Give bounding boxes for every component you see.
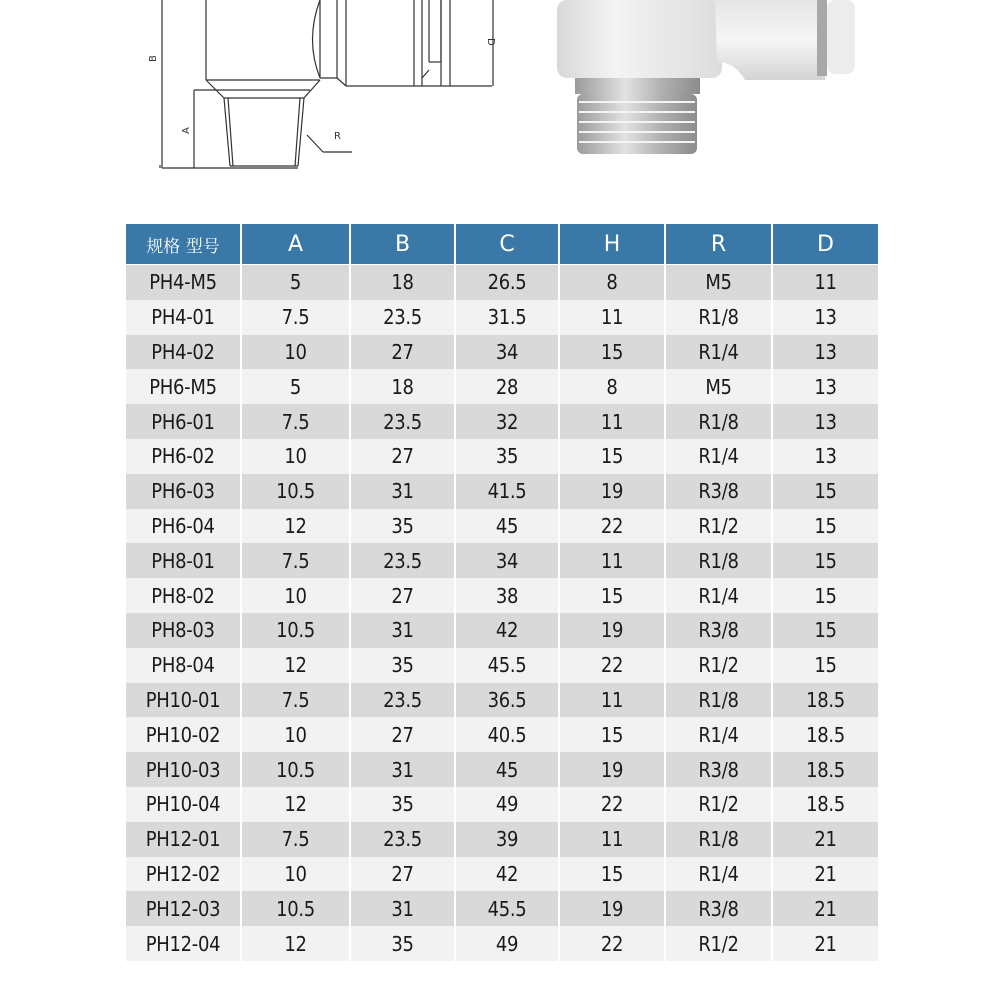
table-row [126, 787, 878, 822]
cell-c: 49 [456, 926, 558, 961]
cell-c: 32 [456, 404, 558, 439]
cell-c: 39 [456, 822, 558, 857]
cell-c: 45.5 [456, 648, 558, 683]
cell-c: 28 [456, 369, 558, 404]
cell-r: R1/2 [666, 509, 771, 544]
table-row [126, 613, 878, 648]
cell-r: R1/4 [666, 857, 771, 892]
cell-a: 10.5 [242, 613, 349, 648]
table-row [126, 717, 878, 752]
cell-h: 22 [560, 648, 664, 683]
cell-b: 31 [351, 474, 454, 509]
cell-a: 7.5 [242, 683, 349, 718]
table-row [126, 543, 878, 578]
cell-a: 12 [242, 509, 349, 544]
cell-d: 18.5 [773, 787, 878, 822]
table-header-row [126, 224, 878, 265]
cell-d: 15 [773, 474, 878, 509]
cell-h: 15 [560, 857, 664, 892]
cell-c: 42 [456, 613, 558, 648]
table-row [126, 509, 878, 544]
cell-r: R1/2 [666, 926, 771, 961]
cell-c: 31.5 [456, 300, 558, 335]
cell-model: PH10-03 [126, 752, 240, 787]
cell-b: 35 [351, 926, 454, 961]
cell-b: 18 [351, 265, 454, 300]
cell-model: PH8-02 [126, 578, 240, 613]
cell-d: 13 [773, 335, 878, 370]
cell-d: 21 [773, 926, 878, 961]
cell-b: 23.5 [351, 404, 454, 439]
cell-b: 27 [351, 857, 454, 892]
cell-r: R1/2 [666, 787, 771, 822]
cell-h: 22 [560, 926, 664, 961]
cell-h: 22 [560, 787, 664, 822]
cell-d: 18.5 [773, 683, 878, 718]
cell-c: 41.5 [456, 474, 558, 509]
cell-model: PH12-01 [126, 822, 240, 857]
cell-r: M5 [666, 369, 771, 404]
table-row [126, 439, 878, 474]
cell-a: 5 [242, 369, 349, 404]
product-photo [545, 0, 875, 170]
cell-h: 15 [560, 578, 664, 613]
cell-b: 23.5 [351, 300, 454, 335]
header-model: 规格 型号 [126, 224, 240, 265]
cell-d: 13 [773, 404, 878, 439]
cell-h: 8 [560, 265, 664, 300]
cell-a: 10.5 [242, 891, 349, 926]
table-row [126, 300, 878, 335]
cell-r: R3/8 [666, 613, 771, 648]
cell-d: 13 [773, 369, 878, 404]
dimension-label-d: D [485, 38, 496, 46]
cell-d: 21 [773, 857, 878, 892]
cell-b: 27 [351, 335, 454, 370]
cell-r: R3/8 [666, 752, 771, 787]
cell-h: 8 [560, 369, 664, 404]
cell-b: 27 [351, 578, 454, 613]
table-row [126, 752, 878, 787]
cell-c: 36.5 [456, 683, 558, 718]
table-row [126, 265, 878, 300]
cell-h: 22 [560, 509, 664, 544]
cell-d: 15 [773, 648, 878, 683]
cell-a: 10 [242, 717, 349, 752]
cell-h: 11 [560, 822, 664, 857]
dimension-label-r: R [334, 131, 341, 142]
cell-h: 15 [560, 335, 664, 370]
cell-d: 18.5 [773, 752, 878, 787]
cell-c: 34 [456, 543, 558, 578]
cell-c: 45 [456, 752, 558, 787]
table-row [126, 857, 878, 892]
cell-model: PH6-04 [126, 509, 240, 544]
cell-h: 15 [560, 439, 664, 474]
header-a: A [242, 224, 349, 265]
cell-b: 23.5 [351, 822, 454, 857]
dimension-label-b: B [148, 55, 159, 62]
cell-d: 15 [773, 543, 878, 578]
cell-r: R1/4 [666, 439, 771, 474]
cell-a: 12 [242, 648, 349, 683]
cell-d: 15 [773, 509, 878, 544]
cell-a: 7.5 [242, 822, 349, 857]
cell-d: 11 [773, 265, 878, 300]
cell-r: R1/4 [666, 578, 771, 613]
cell-model: PH6-02 [126, 439, 240, 474]
cell-r: R1/4 [666, 335, 771, 370]
table-row [126, 683, 878, 718]
table-row [126, 474, 878, 509]
cell-a: 7.5 [242, 543, 349, 578]
cell-model: PH6-03 [126, 474, 240, 509]
cell-h: 15 [560, 717, 664, 752]
cell-model: PH8-03 [126, 613, 240, 648]
table-row [126, 926, 878, 961]
cell-model: PH10-04 [126, 787, 240, 822]
cell-r: R1/8 [666, 300, 771, 335]
cell-c: 40.5 [456, 717, 558, 752]
cell-a: 10 [242, 335, 349, 370]
header-c: C [456, 224, 558, 265]
cell-model: PH4-01 [126, 300, 240, 335]
cell-b: 27 [351, 439, 454, 474]
cell-h: 19 [560, 474, 664, 509]
cell-model: PH6-01 [126, 404, 240, 439]
cell-a: 12 [242, 787, 349, 822]
cell-h: 11 [560, 543, 664, 578]
cell-d: 15 [773, 578, 878, 613]
cell-a: 10 [242, 578, 349, 613]
cell-b: 35 [351, 509, 454, 544]
cell-c: 49 [456, 787, 558, 822]
cell-b: 23.5 [351, 683, 454, 718]
table-row [126, 578, 878, 613]
cell-a: 7.5 [242, 300, 349, 335]
header-h: H [560, 224, 664, 265]
cell-c: 26.5 [456, 265, 558, 300]
cell-b: 35 [351, 648, 454, 683]
cell-d: 21 [773, 822, 878, 857]
cell-model: PH10-01 [126, 683, 240, 718]
cell-model: PH4-02 [126, 335, 240, 370]
cell-r: R1/8 [666, 683, 771, 718]
cell-b: 31 [351, 752, 454, 787]
header-d: D [773, 224, 878, 265]
header-r: R [666, 224, 771, 265]
cell-b: 31 [351, 613, 454, 648]
cell-r: R1/8 [666, 543, 771, 578]
table-row [126, 822, 878, 857]
cell-d: 15 [773, 613, 878, 648]
cell-d: 13 [773, 300, 878, 335]
cell-model: PH10-02 [126, 717, 240, 752]
cell-c: 45 [456, 509, 558, 544]
cell-c: 45.5 [456, 891, 558, 926]
cell-c: 34 [456, 335, 558, 370]
cell-r: R3/8 [666, 891, 771, 926]
cell-h: 11 [560, 404, 664, 439]
cell-model: PH12-02 [126, 857, 240, 892]
cell-h: 11 [560, 683, 664, 718]
cell-h: 11 [560, 300, 664, 335]
cell-model: PH12-03 [126, 891, 240, 926]
cell-r: R1/4 [666, 717, 771, 752]
cell-model: PH4-M5 [126, 265, 240, 300]
cell-model: PH6-M5 [126, 369, 240, 404]
cell-a: 7.5 [242, 404, 349, 439]
table-row [126, 335, 878, 370]
cell-a: 10.5 [242, 752, 349, 787]
cell-b: 27 [351, 717, 454, 752]
cell-h: 19 [560, 752, 664, 787]
cell-c: 35 [456, 439, 558, 474]
dimension-label-a: A [181, 127, 192, 134]
cell-d: 18.5 [773, 717, 878, 752]
cell-h: 19 [560, 891, 664, 926]
cell-model: PH12-04 [126, 926, 240, 961]
cell-a: 10 [242, 439, 349, 474]
cell-b: 23.5 [351, 543, 454, 578]
technical-drawing [120, 0, 530, 200]
cell-c: 38 [456, 578, 558, 613]
header-b: B [351, 224, 454, 265]
cell-r: R1/2 [666, 648, 771, 683]
cell-d: 21 [773, 891, 878, 926]
table-row [126, 648, 878, 683]
cell-a: 10 [242, 857, 349, 892]
table-row [126, 369, 878, 404]
cell-a: 10.5 [242, 474, 349, 509]
cell-model: PH8-01 [126, 543, 240, 578]
spec-table [124, 224, 880, 961]
cell-d: 13 [773, 439, 878, 474]
cell-c: 42 [456, 857, 558, 892]
cell-h: 19 [560, 613, 664, 648]
cell-b: 31 [351, 891, 454, 926]
cell-r: R1/8 [666, 404, 771, 439]
cell-r: R1/8 [666, 822, 771, 857]
cell-model: PH8-04 [126, 648, 240, 683]
cell-a: 5 [242, 265, 349, 300]
cell-r: M5 [666, 265, 771, 300]
table-row [126, 891, 878, 926]
cell-b: 18 [351, 369, 454, 404]
cell-r: R3/8 [666, 474, 771, 509]
cell-b: 35 [351, 787, 454, 822]
cell-a: 12 [242, 926, 349, 961]
table-row [126, 404, 878, 439]
